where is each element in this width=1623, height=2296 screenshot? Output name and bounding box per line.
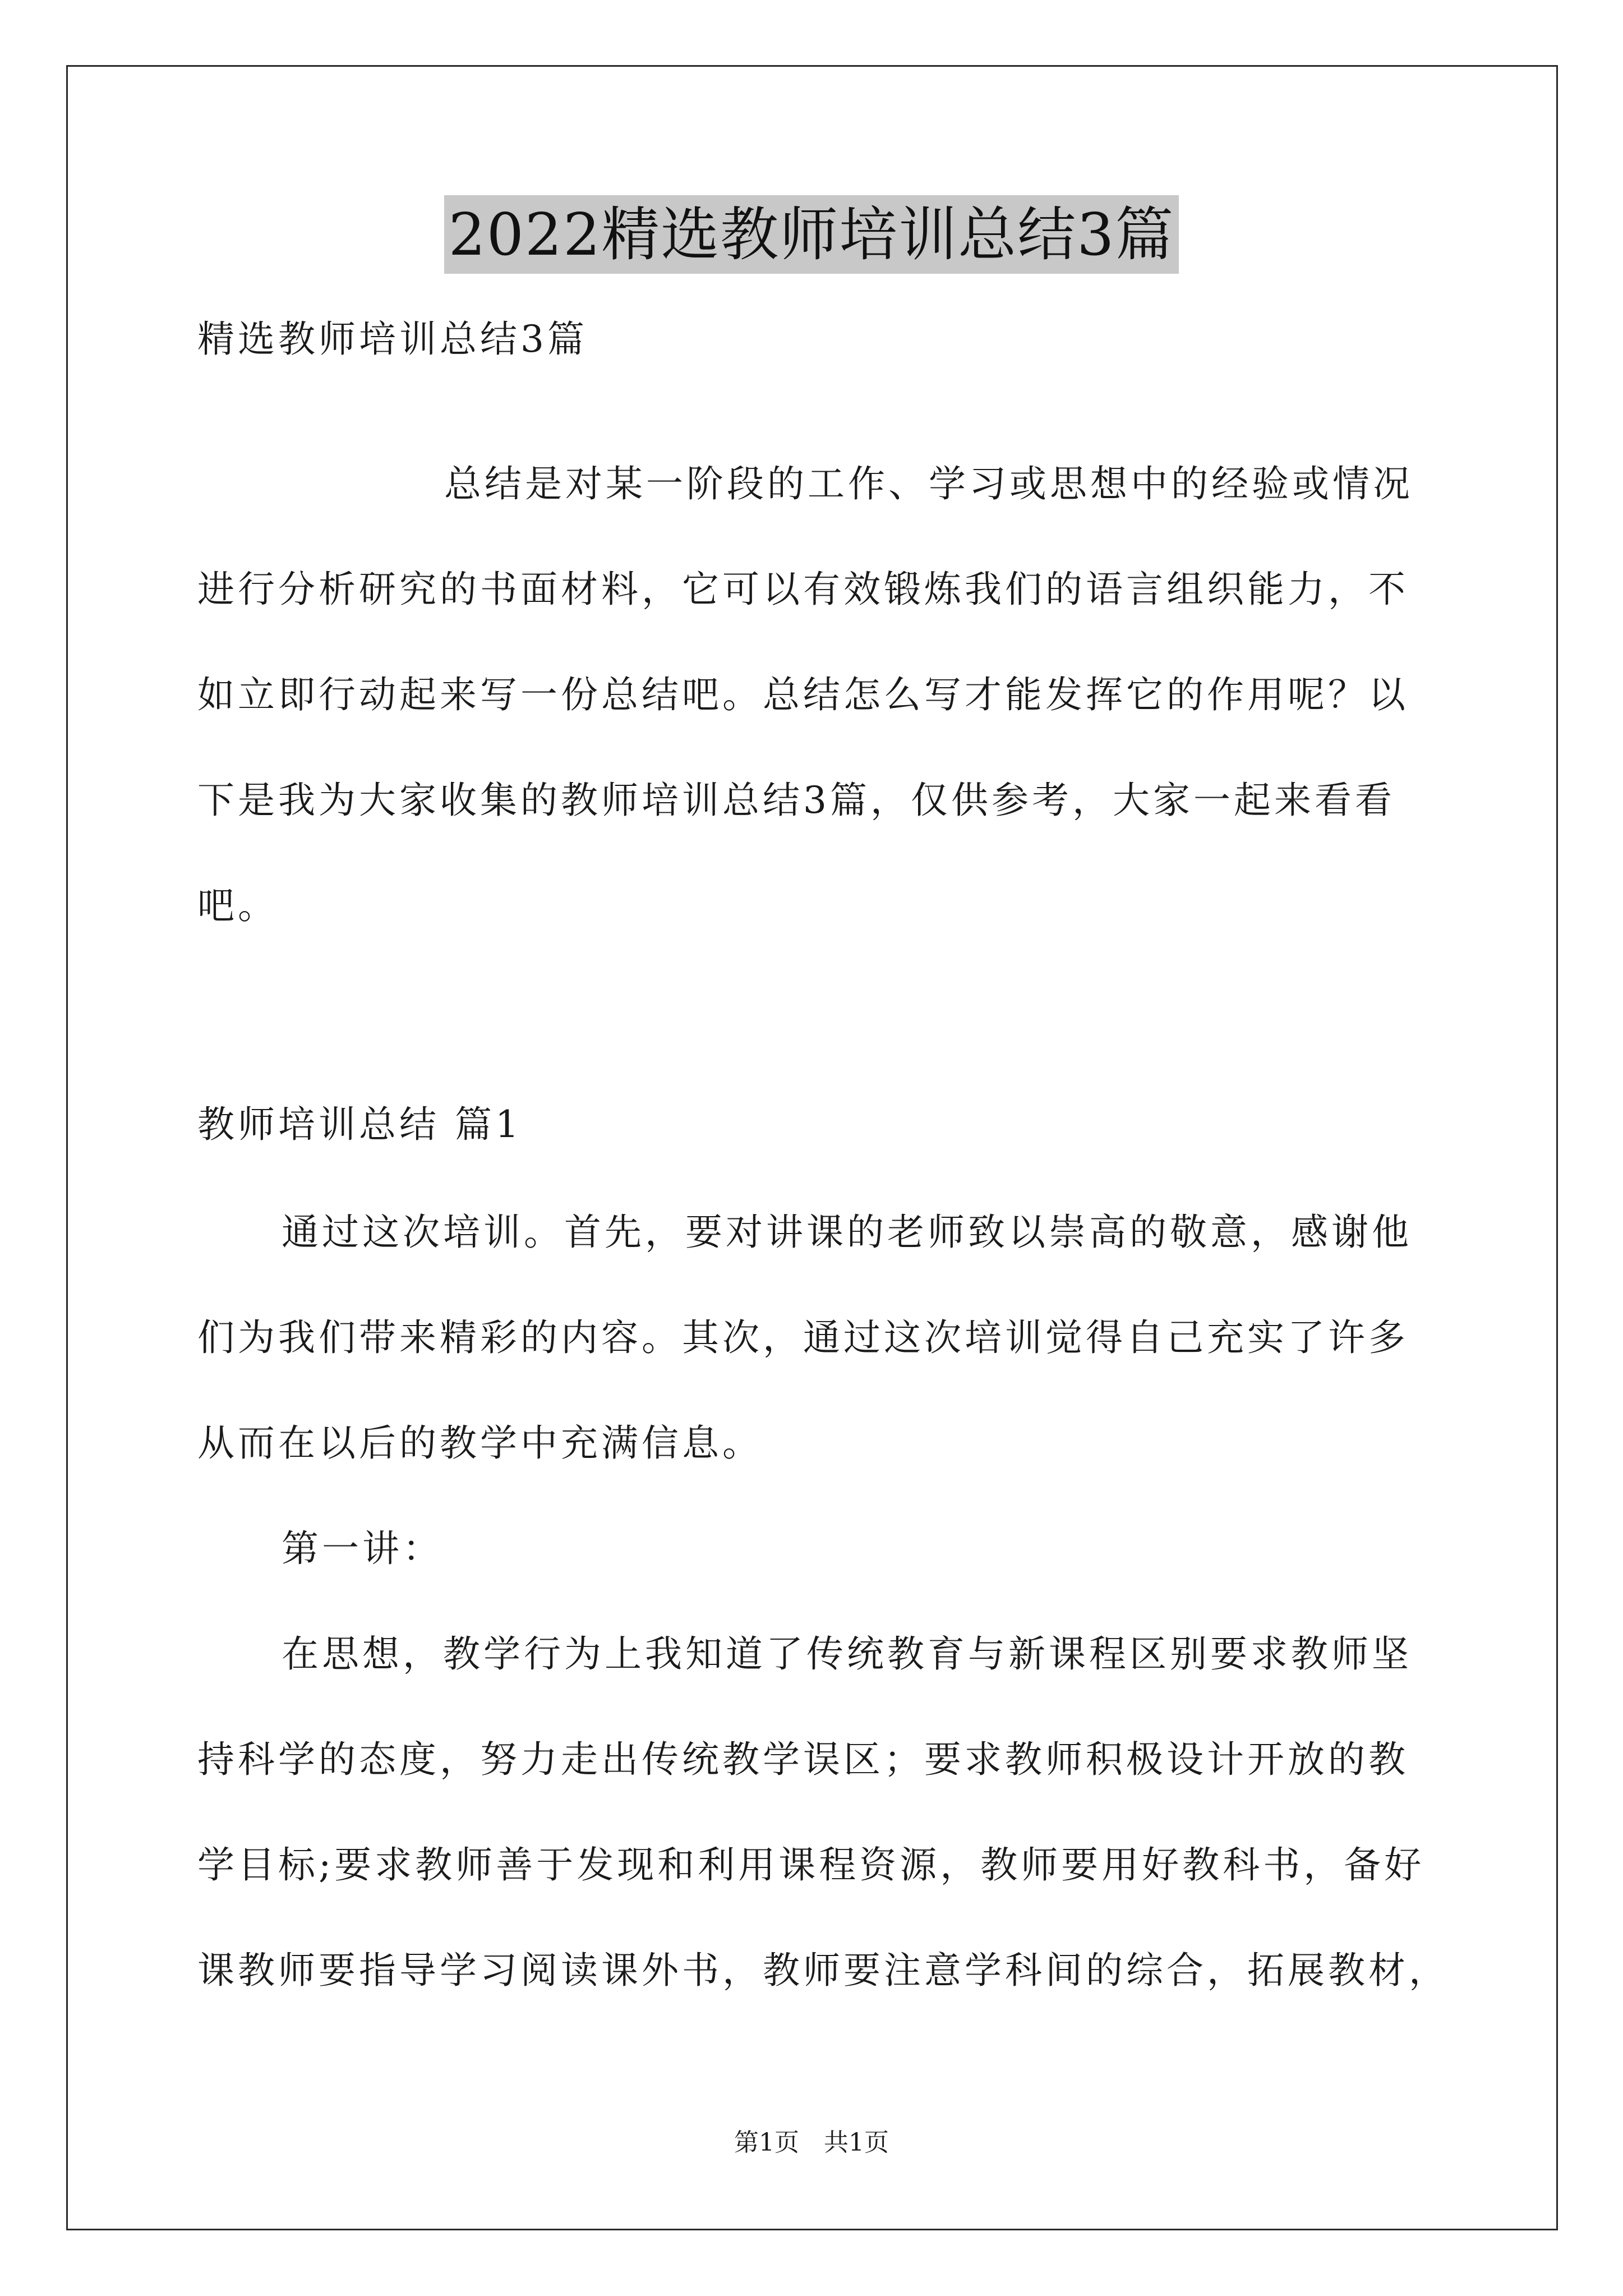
document-subtitle: 精选教师培训总结3篇 [197, 318, 588, 361]
paragraph-line: 通过这次培训。首先，要对讲课的老师致以崇高的敬意，感谢他 [282, 1211, 1412, 1254]
title-container [0, 195, 1623, 274]
lecture-heading: 第一讲： [282, 1527, 443, 1570]
paragraph-line: 课教师要指导学习阅读课外书，教师要注意学科间的综合，拓展教材， [197, 1949, 1449, 1992]
intro-line: 吧。 [197, 884, 278, 927]
paragraph-line: 在思想，教学行为上我知道了传统教育与新课程区别要求教师坚 [282, 1632, 1412, 1676]
paragraph-line: 从而在以后的教学中充满信息。 [197, 1421, 763, 1465]
intro-line: 进行分析研究的书面材料，它可以有效锻炼我们的语言组织能力，不 [197, 568, 1409, 611]
document-title: 2022精选教师培训总结3篇 [444, 195, 1179, 274]
intro-line: 如立即行动起来写一份总结吧。总结怎么写才能发挥它的作用呢？以 [197, 673, 1409, 716]
section-heading: 教师培训总结 篇1 [197, 1103, 522, 1146]
paragraph-line: 学目标;要求教师善于发现和利用课程资源，教师要用好教科书，备好 [197, 1843, 1425, 1887]
paragraph-line: 们为我们带来精彩的内容。其次，通过这次培训觉得自己充实了许多 [197, 1316, 1409, 1359]
paragraph-line: 持科学的态度，努力走出传统教学误区；要求教师积极设计开放的教 [197, 1738, 1409, 1781]
page-footer: 第1页 共1页 [734, 2128, 889, 2157]
intro-line: 下是我为大家收集的教师培训总结3篇，仅供参考，大家一起来看看 [197, 779, 1395, 822]
intro-line: 总结是对某一阶段的工作、学习或思想中的经验或情况 [444, 462, 1413, 505]
